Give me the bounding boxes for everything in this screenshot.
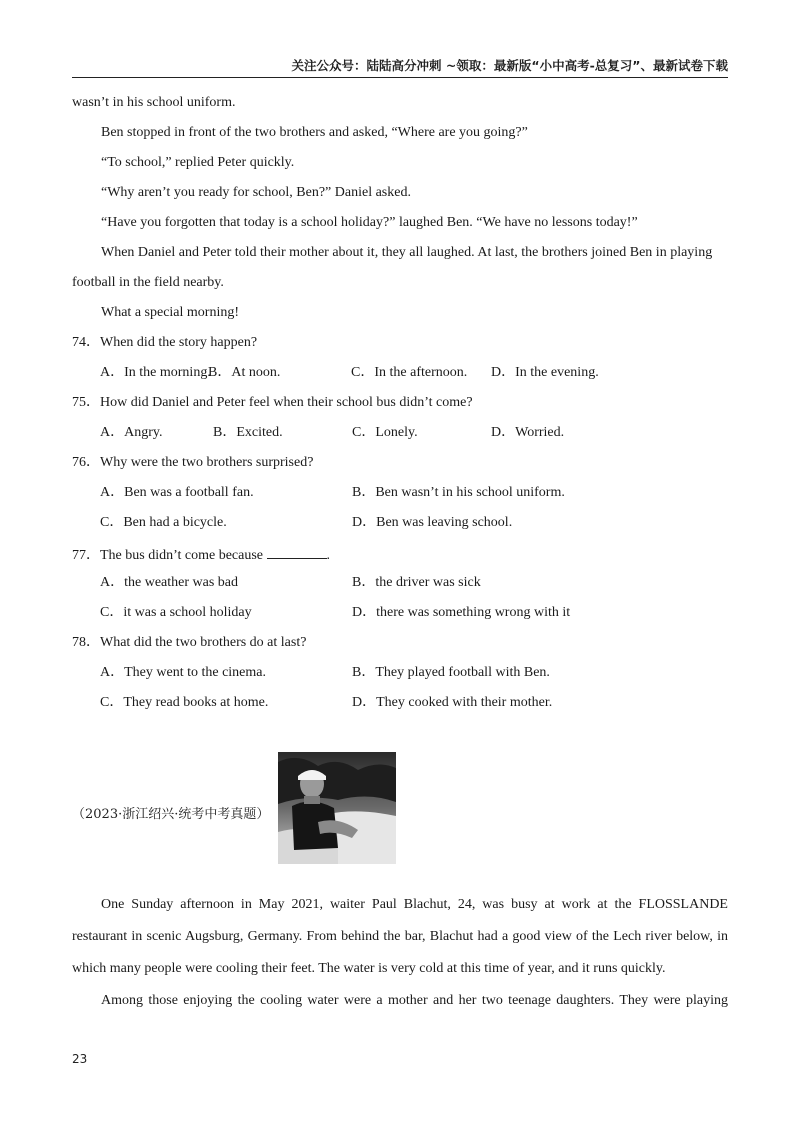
answer-blank bbox=[267, 546, 327, 559]
option-b: B．Ben wasn’t in his school uniform. bbox=[352, 485, 565, 500]
question-77-stem bbox=[72, 546, 728, 576]
option-c: C．Ben had a bicycle. bbox=[100, 515, 227, 530]
question-77-options-row1 bbox=[72, 576, 728, 606]
page-content bbox=[72, 96, 728, 1026]
question-77-options-row2 bbox=[72, 606, 728, 636]
question-77-stem-end: . bbox=[326, 548, 331, 563]
passage-header bbox=[72, 752, 728, 878]
option-b: B．At noon. bbox=[208, 365, 281, 380]
option-b: B．Excited. bbox=[213, 425, 283, 440]
question-75-options bbox=[72, 426, 728, 456]
option-a: A．the weather was bad bbox=[100, 575, 239, 590]
option-d: D．Ben was leaving school. bbox=[352, 515, 513, 530]
option-b: B．the driver was sick bbox=[352, 575, 481, 590]
option-c: C．it was a school holiday bbox=[100, 605, 252, 620]
option-d: D．They cooked with their mother. bbox=[352, 695, 553, 710]
question-76-stem: 76．Why were the two brothers surprised? bbox=[72, 455, 314, 470]
question-74-stem: 74．When did the story happen? bbox=[72, 335, 258, 350]
option-a: A．They went to the cinema. bbox=[100, 665, 267, 680]
option-c: C．Lonely. bbox=[352, 425, 418, 440]
question-78-stem: 78．What did the two brothers do at last? bbox=[72, 635, 307, 650]
passage-line: restaurant in scenic Augsburg, Germany. From behind the bar, Blachut had a good view of the Lech river below, in bbox=[72, 929, 728, 944]
page-number: 23 bbox=[72, 1052, 88, 1066]
option-a: A．In the morning. bbox=[100, 365, 211, 380]
question-78-options-row2 bbox=[72, 696, 728, 726]
header-text: 关注公众号：陆陆高分冲刺 ~领取：最新版“小中高考-总复习”、最新试卷下载 bbox=[291, 58, 728, 73]
question-76-options-row1 bbox=[72, 486, 728, 516]
passage-line: which many people were cooling their feet. The water is very cold at this time of year, and it runs quickly. bbox=[72, 961, 666, 976]
passage-line: One Sunday afternoon in May 2021, waiter Paul Blachut, 24, was busy at work at the FLOSSLANDE bbox=[101, 897, 728, 912]
page-header bbox=[72, 56, 728, 78]
option-b: B．They played football with Ben. bbox=[352, 665, 550, 680]
story-line: “Why aren’t you ready for school, Ben?” Daniel asked. bbox=[101, 185, 411, 200]
question-75-stem: 75．How did Daniel and Peter feel when their school bus didn’t come? bbox=[72, 395, 473, 410]
source-label: （2023·浙江绍兴·统考中考真题） bbox=[72, 807, 270, 822]
story-line: What a special morning! bbox=[101, 305, 240, 320]
option-a: A．Angry. bbox=[100, 425, 163, 440]
question-78-options-row1 bbox=[72, 666, 728, 696]
story-line: wasn’t in his school uniform. bbox=[72, 95, 236, 110]
option-c: C．In the afternoon. bbox=[351, 365, 468, 380]
option-d: D．there was something wrong with it bbox=[352, 605, 571, 620]
question-76-options-row2 bbox=[72, 516, 728, 546]
story-line: “To school,” replied Peter quickly. bbox=[101, 155, 295, 170]
story-line: Ben stopped in front of the two brothers and asked, “Where are you going?” bbox=[101, 125, 528, 140]
person-photo-icon bbox=[278, 752, 396, 864]
story-line: When Daniel and Peter told their mother about it, they all laughed. At last, the brothers joined Ben in playing bbox=[101, 245, 713, 260]
option-d: D．In the evening. bbox=[491, 365, 599, 380]
story-line: football in the field nearby. bbox=[72, 275, 224, 290]
passage-photo bbox=[278, 752, 396, 864]
passage-line: Among those enjoying the cooling water were a mother and her two teenage daughters. They were playing bbox=[101, 993, 728, 1008]
question-74-options bbox=[72, 366, 728, 396]
story-line: “Have you forgotten that today is a school holiday?” laughed Ben. “We have no lessons today!” bbox=[101, 215, 638, 230]
option-d: D．Worried. bbox=[491, 425, 565, 440]
question-77-stem-text: 77．The bus didn’t come because bbox=[72, 548, 264, 563]
passage-2 bbox=[72, 898, 728, 1026]
option-c: C．They read books at home. bbox=[100, 695, 269, 710]
option-a: A．Ben was a football fan. bbox=[100, 485, 254, 500]
